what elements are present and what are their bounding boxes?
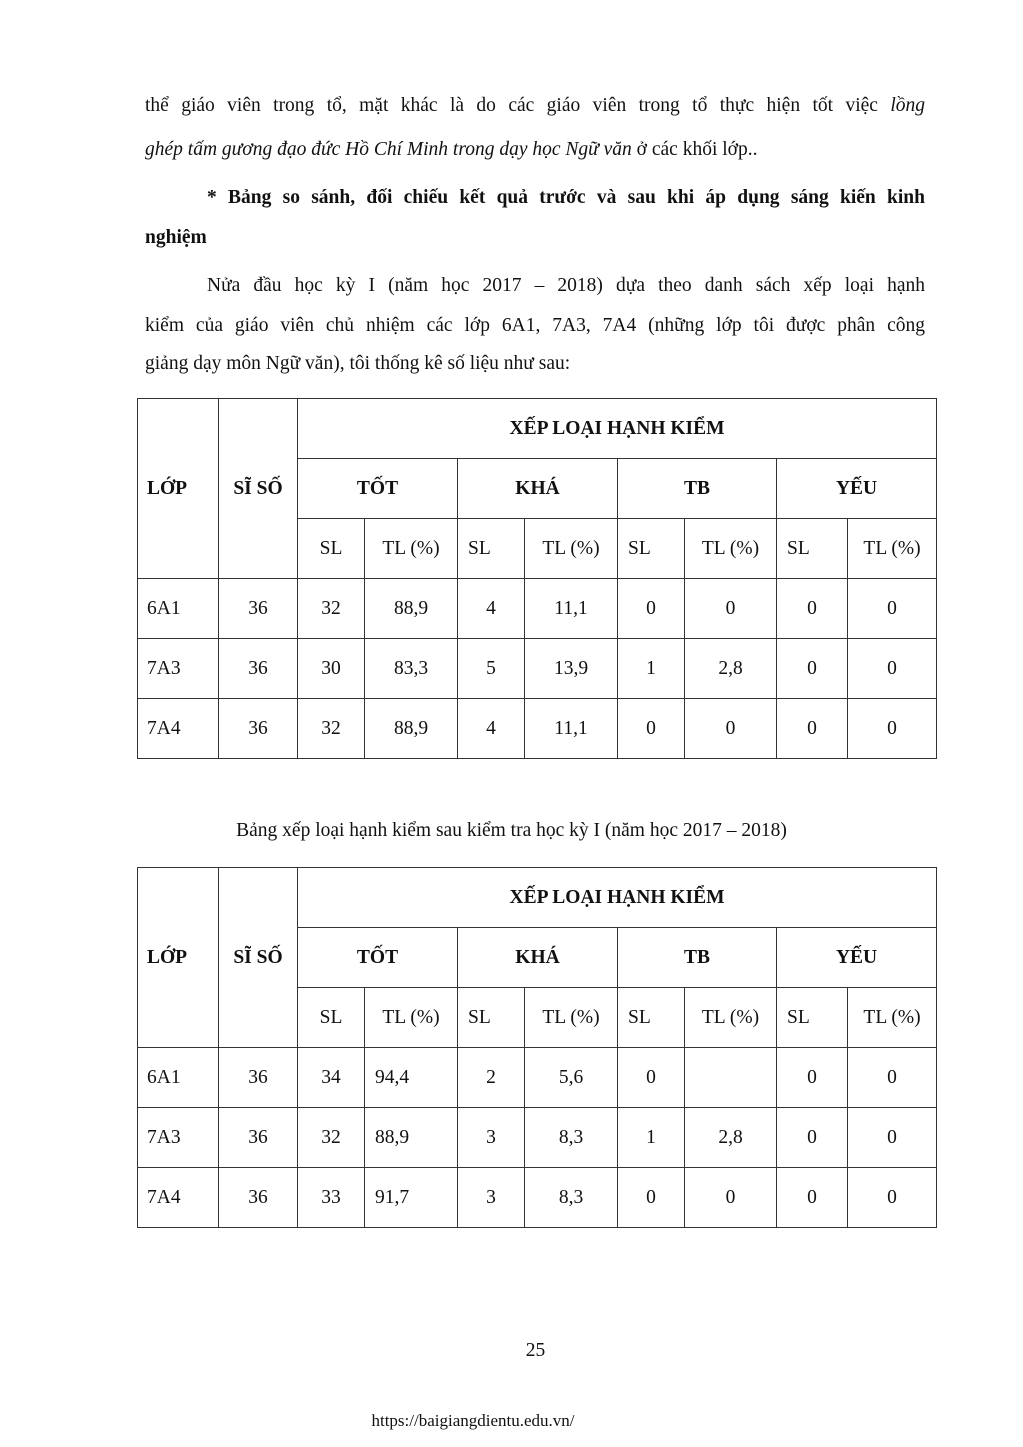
table-row (138, 639, 937, 699)
cell-count: 36 (219, 1108, 298, 1168)
subheader-tl: TL (%) (365, 988, 458, 1048)
cell-fair-tl: 5,6 (525, 1048, 618, 1108)
subheader-sl: SL (618, 988, 685, 1048)
cell-weak-sl: 0 (777, 639, 848, 699)
cell-weak-sl: 0 (777, 699, 848, 759)
cell-class: 6A1 (138, 579, 219, 639)
cell-weak-tl: 0 (848, 699, 937, 759)
cell-avg-tl: 2,8 (685, 639, 777, 699)
header-average: TB (618, 459, 777, 519)
cell-weak-tl: 0 (848, 639, 937, 699)
cell-good-sl: 32 (298, 579, 365, 639)
cell-class: 7A3 (138, 639, 219, 699)
cell-good-tl: 91,7 (365, 1168, 458, 1228)
header-fair: KHÁ (458, 459, 618, 519)
subheader-tl: TL (%) (365, 519, 458, 579)
cell-fair-sl: 2 (458, 1048, 525, 1108)
cell-class: 7A3 (138, 1108, 219, 1168)
header-class: LỚP (138, 868, 219, 1048)
subheader-tl: TL (%) (525, 519, 618, 579)
cell-fair-sl: 3 (458, 1168, 525, 1228)
cell-avg-sl: 0 (618, 1168, 685, 1228)
cell-avg-sl: 0 (618, 1048, 685, 1108)
table-row (138, 699, 937, 759)
cell-good-sl: 32 (298, 699, 365, 759)
subheader-tl: TL (%) (848, 519, 937, 579)
header-class: LỚP (138, 399, 219, 579)
section-heading-line-1: * Bảng so sánh, đối chiếu kết quả trước và sau khi áp dụng sáng kiến kinh (207, 187, 925, 208)
section-heading-line-2: nghiệm (145, 227, 207, 248)
cell-avg-sl: 1 (618, 1108, 685, 1168)
cell-weak-sl: 0 (777, 1048, 848, 1108)
header-good: TỐT (298, 928, 458, 988)
cell-good-tl: 88,9 (365, 699, 458, 759)
cell-fair-tl: 13,9 (525, 639, 618, 699)
paragraph-line-1: Nửa đầu học kỳ I (năm học 2017 – 2018) dựa theo danh sách xếp loại hạnh (207, 275, 925, 296)
intro-text: thể giáo viên trong tổ, mặt khác là do các giáo viên trong tổ thực hiện tốt việc (145, 95, 891, 116)
subheader-sl: SL (298, 988, 365, 1048)
table2-caption: Bảng xếp loại hạnh kiểm sau kiểm tra học kỳ I (năm học 2017 – 2018) (236, 820, 787, 841)
intro-line-2 (145, 130, 925, 170)
cell-class: 6A1 (138, 1048, 219, 1108)
cell-weak-sl: 0 (777, 1108, 848, 1168)
cell-good-sl: 34 (298, 1048, 365, 1108)
subheader-sl: SL (777, 988, 848, 1048)
cell-avg-tl: 0 (685, 1168, 777, 1228)
header-weak: YẾU (777, 459, 937, 519)
cell-class: 7A4 (138, 699, 219, 759)
subheader-sl: SL (458, 519, 525, 579)
paragraph-line-2: kiểm của giáo viên chủ nhiệm các lớp 6A1, 7A3, 7A4 (những lớp tôi được phân công (145, 315, 925, 336)
subheader-tl: TL (%) (848, 988, 937, 1048)
cell-count: 36 (219, 639, 298, 699)
cell-good-sl: 30 (298, 639, 365, 699)
cell-good-sl: 32 (298, 1108, 365, 1168)
table-row (138, 1168, 937, 1228)
cell-avg-tl (685, 1048, 777, 1108)
cell-count: 36 (219, 579, 298, 639)
cell-weak-tl: 0 (848, 1048, 937, 1108)
cell-fair-sl: 5 (458, 639, 525, 699)
cell-good-sl: 33 (298, 1168, 365, 1228)
header-count: SĨ SỐ (219, 868, 298, 1048)
footer-url[interactable]: https://baigiangdientu.edu.vn/ (371, 1411, 575, 1430)
cell-avg-tl: 0 (685, 699, 777, 759)
table-row (138, 1108, 937, 1168)
cell-fair-sl: 4 (458, 699, 525, 759)
cell-fair-tl: 11,1 (525, 699, 618, 759)
cell-fair-tl: 8,3 (525, 1168, 618, 1228)
cell-good-tl: 88,9 (365, 579, 458, 639)
cell-fair-sl: 4 (458, 579, 525, 639)
cell-weak-tl: 0 (848, 1168, 937, 1228)
cell-good-tl: 83,3 (365, 639, 458, 699)
header-weak: YẾU (777, 928, 937, 988)
header-fair: KHÁ (458, 928, 618, 988)
table-row (138, 579, 937, 639)
intro-italic: lồng (890, 95, 925, 116)
cell-fair-tl: 8,3 (525, 1108, 618, 1168)
cell-fair-tl: 11,1 (525, 579, 618, 639)
table-row (138, 1048, 937, 1108)
cell-avg-tl: 0 (685, 579, 777, 639)
cell-weak-sl: 0 (777, 579, 848, 639)
cell-fair-sl: 3 (458, 1108, 525, 1168)
header-count: SĨ SỐ (219, 399, 298, 579)
cell-weak-tl: 0 (848, 579, 937, 639)
cell-count: 36 (219, 1168, 298, 1228)
cell-count: 36 (219, 1048, 298, 1108)
header-good: TỐT (298, 459, 458, 519)
header-conduct: XẾP LOẠI HẠNH KIỂM (298, 399, 937, 459)
subheader-tl: TL (%) (525, 988, 618, 1048)
cell-good-tl: 94,4 (365, 1048, 458, 1108)
subheader-tl: TL (%) (685, 519, 777, 579)
subheader-tl: TL (%) (685, 988, 777, 1048)
subheader-sl: SL (458, 988, 525, 1048)
header-average: TB (618, 928, 777, 988)
intro-line-1 (145, 86, 925, 126)
conduct-table-after (137, 867, 937, 1228)
cell-weak-sl: 0 (777, 1168, 848, 1228)
cell-class: 7A4 (138, 1168, 219, 1228)
conduct-table-before (137, 398, 937, 759)
page-number: 25 (525, 1340, 546, 1361)
cell-count: 36 (219, 699, 298, 759)
cell-weak-tl: 0 (848, 1108, 937, 1168)
cell-avg-sl: 0 (618, 699, 685, 759)
cell-good-tl: 88,9 (365, 1108, 458, 1168)
subheader-sl: SL (298, 519, 365, 579)
intro-suffix: ở các khối lớp.. (631, 139, 758, 160)
cell-avg-sl: 1 (618, 639, 685, 699)
cell-avg-sl: 0 (618, 579, 685, 639)
intro-italic-phrase: ghép tấm gương đạo đức Hồ Chí Minh trong dạy học Ngữ văn (145, 139, 632, 160)
header-conduct: XẾP LOẠI HẠNH KIỂM (298, 868, 937, 928)
subheader-sl: SL (777, 519, 848, 579)
cell-avg-tl: 2,8 (685, 1108, 777, 1168)
paragraph-line-3: giảng dạy môn Ngữ văn), tôi thống kê số liệu như sau: (145, 353, 571, 374)
subheader-sl: SL (618, 519, 685, 579)
